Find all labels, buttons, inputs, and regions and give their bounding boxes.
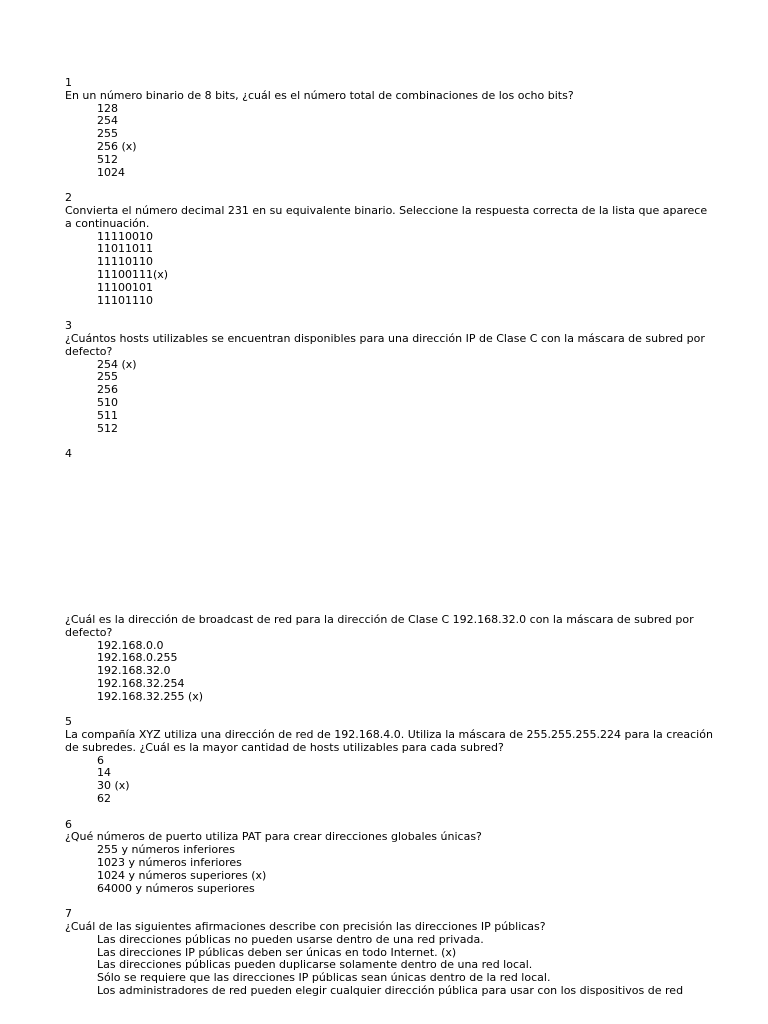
option-list [65,755,715,806]
question-number: 7 [65,907,72,921]
question-text: La compañía XYZ utiliza una dirección de red de 192.168.4.0. Utiliza la máscara de 255.255.255.224 para la creación de subredes. ¿Cuál es la mayor cantidad de hosts utilizables para cada subred? [65,728,713,754]
answer-option: 510 [97,395,118,409]
question-text: ¿Cuántos hosts utilizables se encuentran disponibles para una dirección IP de Clase C con la máscara de subred por defecto? [65,331,705,358]
answer-option: 11011011 [97,242,153,256]
question-number: 1 [65,76,72,89]
answer-option: 14 [97,766,111,780]
answer-option: 192.168.0.0 [97,638,164,652]
question-7 [65,908,715,998]
answer-option: 11110110 [97,255,153,269]
question-number: 6 [65,817,72,831]
question-text: ¿Qué números de puerto utiliza PAT para crear direcciones globales únicas? [65,830,482,844]
answer-option: Las direcciones públicas pueden duplicarse solamente dentro de una red local. [97,958,533,972]
spacer [65,703,715,716]
option-list [65,844,715,895]
answer-option: 1023 y números inferiores [97,856,242,870]
option-list [65,934,715,998]
answer-option: 255 [97,127,118,141]
answer-option: 128 [97,101,118,115]
answer-option: 11100111(x) [97,267,169,281]
answer-option: 192.168.32.254 [97,676,185,690]
question-text: Convierta el número decimal 231 en su equivalente binario. Seleccione la respuesta correcta de la lista que aparece a continuación. [65,203,708,230]
answer-option: 255 y números inferiores [97,843,235,857]
option-list [65,231,715,308]
spacer [65,895,715,908]
answer-option: 256 [97,383,118,397]
answer-option: 511 [97,408,118,422]
answer-option: 192.168.0.255 [97,651,178,665]
answer-option: 30 (x) [97,779,130,793]
answer-option: 11100101 [97,280,153,294]
answer-option: 1024 y números superiores (x) [97,868,267,882]
answer-option: 62 [97,792,111,806]
question-text: En un número binario de 8 bits, ¿cuál es el número total de combinaciones de los ocho bits? [65,88,574,102]
quiz-content [65,77,715,998]
answer-option: 11110010 [97,229,153,243]
answer-option: Las direcciones públicas no pueden usarse dentro de una red privada. [97,932,484,946]
question-1 [65,77,715,179]
spacer [65,179,715,192]
option-list [65,103,715,180]
spacer [65,307,715,320]
answer-option: 6 [97,753,104,767]
question-5 [65,716,715,806]
question-6 [65,819,715,896]
question-number: 3 [65,319,72,333]
question-4 [65,448,715,703]
answer-option: 192.168.32.0 [97,664,171,678]
answer-option: Las direcciones IP públicas deben ser únicas en todo Internet. (x) [97,945,457,959]
question-text: ¿Cuál es la dirección de broadcast de red para la dirección de Clase C 192.168.32.0 con la máscara de subred por defecto? [65,612,694,639]
answer-option: 254 (x) [97,357,137,371]
answer-option: 512 [97,152,118,166]
question-number: 5 [65,715,72,729]
answer-option: 512 [97,421,118,435]
option-list [65,640,715,704]
question-number: 4 [65,447,72,461]
answer-option: Los administradores de red pueden elegir cualquier dirección pública para usar con los dispositivos de red [97,984,684,998]
answer-option: Sólo se requiere que las direcciones IP públicas sean únicas dentro de la red local. [97,971,551,985]
answer-option: 11101110 [97,293,153,307]
answer-option: 1024 [97,165,125,179]
answer-option: 256 (x) [97,139,137,153]
missing-figure-area [65,461,715,614]
spacer [65,435,715,448]
answer-option: 254 [97,114,118,128]
answer-option: 255 [97,370,118,384]
question-text: ¿Cuál de las siguientes afirmaciones describe con precisión las direcciones IP públicas? [65,920,546,934]
question-3 [65,320,715,435]
question-2 [65,192,715,307]
question-number: 2 [65,191,72,205]
spacer [65,806,715,819]
answer-option: 64000 y números superiores [97,881,255,895]
answer-option: 192.168.32.255 (x) [97,689,204,703]
option-list [65,359,715,436]
